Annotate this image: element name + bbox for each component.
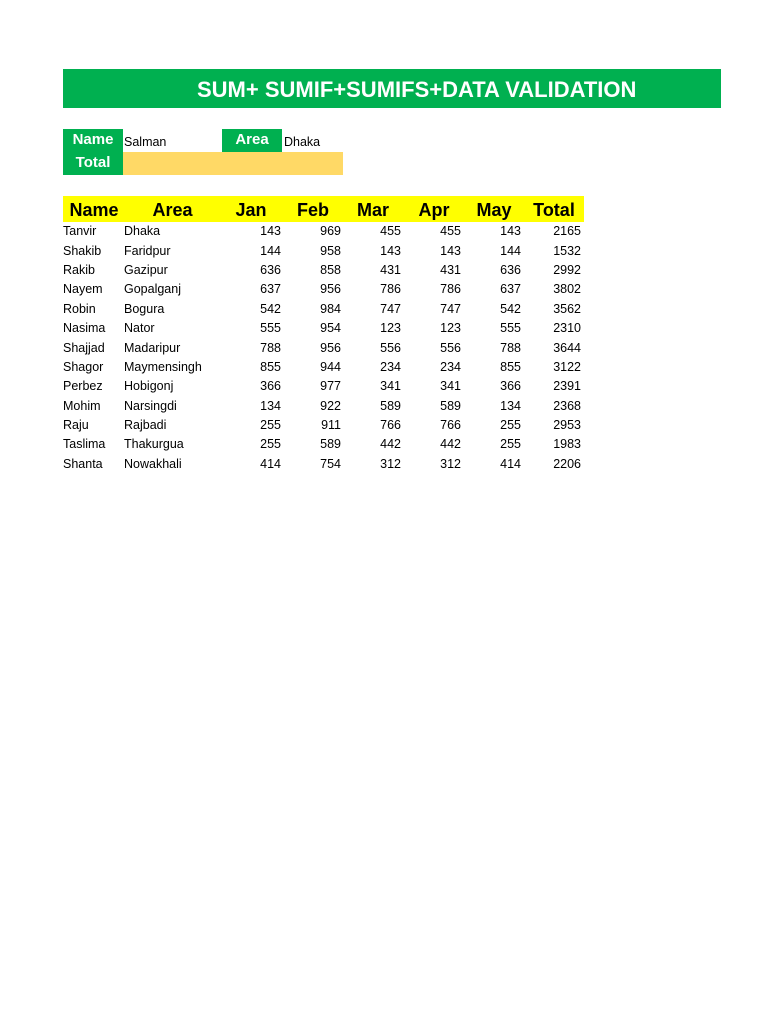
row-feb-cell[interactable]: 956 — [320, 282, 341, 297]
row-jan-cell[interactable]: 555 — [260, 321, 281, 336]
row-may-cell[interactable]: 542 — [500, 301, 521, 316]
row-total-cell[interactable]: 3562 — [553, 301, 581, 316]
name-value-cell[interactable]: Salman — [124, 135, 167, 149]
row-area-cell[interactable]: Gazipur — [124, 262, 168, 277]
row-jan-cell[interactable]: 637 — [260, 282, 281, 297]
row-may-cell[interactable]: 255 — [500, 437, 521, 452]
row-total-cell[interactable]: 2310 — [553, 321, 581, 336]
data-table — [63, 222, 581, 474]
row-apr-cell[interactable]: 747 — [440, 301, 461, 316]
row-apr-cell[interactable]: 123 — [440, 321, 461, 336]
row-feb-cell[interactable]: 956 — [320, 340, 341, 355]
header-may: May — [476, 200, 512, 220]
sheet-title: SUM+ SUMIF+SUMIFS+DATA VALIDATION — [197, 77, 637, 102]
row-area-cell[interactable]: Gopalganj — [124, 282, 181, 297]
row-jan-cell[interactable]: 636 — [260, 262, 281, 277]
row-name-cell[interactable]: Rakib — [63, 262, 95, 277]
row-area-cell[interactable]: Nowakhali — [124, 456, 182, 471]
table-row — [63, 455, 581, 474]
row-may-cell[interactable]: 855 — [500, 359, 521, 374]
row-feb-cell[interactable]: 754 — [320, 456, 341, 471]
row-total-cell[interactable]: 2391 — [553, 379, 581, 394]
row-name-cell[interactable]: Shajjad — [63, 340, 105, 355]
title-bar — [63, 69, 721, 108]
row-jan-cell[interactable]: 255 — [260, 437, 281, 452]
header-area: Area — [152, 200, 193, 220]
row-name-cell[interactable]: Mohim — [63, 398, 101, 413]
row-apr-cell[interactable]: 589 — [440, 398, 461, 413]
table-row — [63, 261, 581, 280]
row-area-cell[interactable]: Maymensingh — [124, 359, 202, 374]
row-may-cell[interactable]: 134 — [500, 398, 521, 413]
row-jan-cell[interactable]: 414 — [260, 456, 281, 471]
row-may-cell[interactable]: 366 — [500, 379, 521, 394]
row-total-cell[interactable]: 3802 — [553, 282, 581, 297]
area-label: Area — [222, 129, 282, 152]
row-area-cell[interactable]: Dhaka — [124, 224, 161, 239]
table-row — [63, 397, 581, 416]
row-apr-cell[interactable]: 455 — [440, 224, 461, 239]
row-mar-cell[interactable]: 442 — [380, 437, 401, 452]
row-area-cell[interactable]: Hobigonj — [124, 379, 174, 394]
row-apr-cell[interactable]: 431 — [440, 262, 461, 277]
table-row — [63, 222, 581, 241]
row-total-cell[interactable]: 2165 — [553, 224, 581, 239]
header-feb: Feb — [296, 200, 329, 220]
table-row — [63, 338, 581, 357]
table-row — [63, 358, 581, 377]
row-jan-cell[interactable]: 255 — [260, 418, 281, 433]
table-row — [63, 300, 581, 319]
row-may-cell[interactable]: 414 — [500, 456, 521, 471]
row-total-cell[interactable]: 1983 — [553, 437, 581, 452]
row-jan-cell[interactable]: 143 — [260, 224, 281, 239]
row-name-cell[interactable]: Robin — [63, 301, 96, 316]
row-may-cell[interactable]: 555 — [500, 321, 521, 336]
row-name-cell[interactable]: Nasima — [63, 321, 106, 336]
row-mar-cell[interactable]: 747 — [380, 301, 401, 316]
row-jan-cell[interactable]: 788 — [260, 340, 281, 355]
table-header-row — [63, 196, 584, 222]
row-apr-cell[interactable]: 556 — [440, 340, 461, 355]
row-feb-cell[interactable]: 911 — [321, 418, 341, 433]
row-mar-cell[interactable]: 455 — [380, 224, 401, 239]
row-name-cell[interactable]: Tanvir — [63, 224, 97, 239]
row-jan-cell[interactable]: 366 — [260, 379, 281, 394]
row-may-cell[interactable]: 637 — [500, 282, 521, 297]
row-mar-cell[interactable]: 556 — [380, 340, 401, 355]
row-may-cell[interactable]: 636 — [500, 262, 521, 277]
table-row — [63, 377, 581, 396]
row-area-cell[interactable]: Madaripur — [124, 340, 181, 355]
row-area-cell[interactable]: Nator — [124, 321, 155, 336]
row-total-cell[interactable]: 3122 — [553, 359, 581, 374]
row-total-cell[interactable]: 2206 — [553, 456, 581, 471]
row-apr-cell[interactable]: 143 — [440, 243, 461, 258]
row-jan-cell[interactable]: 542 — [260, 301, 281, 316]
row-total-cell[interactable]: 1532 — [553, 243, 581, 258]
table-row — [63, 241, 581, 260]
row-mar-cell[interactable]: 766 — [380, 418, 401, 433]
header-name: Name — [69, 200, 119, 220]
row-feb-cell[interactable]: 977 — [320, 379, 341, 394]
row-apr-cell[interactable]: 312 — [440, 456, 461, 471]
row-feb-cell[interactable]: 958 — [320, 243, 341, 258]
row-mar-cell[interactable]: 341 — [380, 379, 401, 394]
row-may-cell[interactable]: 255 — [500, 418, 521, 433]
row-total-cell[interactable]: 2992 — [553, 262, 581, 277]
row-area-cell[interactable]: Rajbadi — [124, 418, 167, 433]
row-total-cell[interactable]: 2953 — [553, 418, 581, 433]
row-name-cell[interactable]: Shagor — [63, 359, 104, 374]
row-feb-cell[interactable]: 954 — [320, 321, 341, 336]
row-name-cell[interactable]: Raju — [63, 418, 89, 433]
table-row — [63, 416, 581, 435]
row-name-cell[interactable]: Perbez — [63, 379, 103, 394]
row-feb-cell[interactable]: 944 — [320, 359, 341, 374]
area-value-cell[interactable]: Dhaka — [284, 135, 321, 149]
header-total: Total — [533, 200, 575, 220]
row-area-cell[interactable]: Bogura — [124, 301, 165, 316]
row-jan-cell[interactable]: 144 — [260, 243, 281, 258]
row-may-cell[interactable]: 143 — [500, 224, 521, 239]
row-total-cell[interactable]: 2368 — [553, 398, 581, 413]
row-apr-cell[interactable]: 341 — [440, 379, 461, 394]
row-area-cell[interactable]: Narsingdi — [124, 398, 177, 413]
row-apr-cell[interactable]: 234 — [440, 359, 461, 374]
row-apr-cell[interactable]: 442 — [440, 437, 461, 452]
row-apr-cell[interactable]: 766 — [440, 418, 461, 433]
header-apr: Apr — [418, 200, 450, 220]
row-jan-cell[interactable]: 855 — [260, 359, 281, 374]
total-value-cell[interactable] — [123, 152, 343, 175]
row-mar-cell[interactable]: 143 — [380, 243, 401, 258]
table-row — [63, 435, 581, 454]
total-label: Total — [63, 152, 123, 175]
row-name-cell[interactable]: Taslima — [63, 437, 106, 452]
row-feb-cell[interactable]: 984 — [320, 301, 341, 316]
row-mar-cell[interactable]: 786 — [380, 282, 401, 297]
row-total-cell[interactable]: 3644 — [553, 340, 581, 355]
row-area-cell[interactable]: Thakurgua — [124, 437, 184, 452]
row-mar-cell[interactable]: 431 — [380, 262, 401, 277]
row-mar-cell[interactable]: 234 — [380, 359, 401, 374]
row-mar-cell[interactable]: 589 — [380, 398, 401, 413]
row-feb-cell[interactable]: 922 — [320, 398, 341, 413]
row-feb-cell[interactable]: 858 — [320, 262, 341, 277]
row-apr-cell[interactable]: 786 — [440, 282, 461, 297]
row-may-cell[interactable]: 788 — [500, 340, 521, 355]
row-area-cell[interactable]: Faridpur — [124, 243, 171, 258]
row-mar-cell[interactable]: 312 — [380, 456, 401, 471]
row-name-cell[interactable]: Nayem — [63, 282, 103, 297]
header-jan: Jan — [235, 200, 267, 220]
row-mar-cell[interactable]: 123 — [380, 321, 401, 336]
table-row — [63, 280, 581, 299]
row-feb-cell[interactable]: 969 — [320, 224, 341, 239]
table-row — [63, 319, 581, 338]
row-name-cell[interactable]: Shakib — [63, 243, 102, 258]
row-name-cell[interactable]: Shanta — [63, 456, 103, 471]
row-feb-cell[interactable]: 589 — [320, 437, 341, 452]
name-label: Name — [63, 129, 123, 152]
row-jan-cell[interactable]: 134 — [260, 398, 281, 413]
row-may-cell[interactable]: 144 — [500, 243, 521, 258]
header-mar: Mar — [356, 200, 389, 220]
